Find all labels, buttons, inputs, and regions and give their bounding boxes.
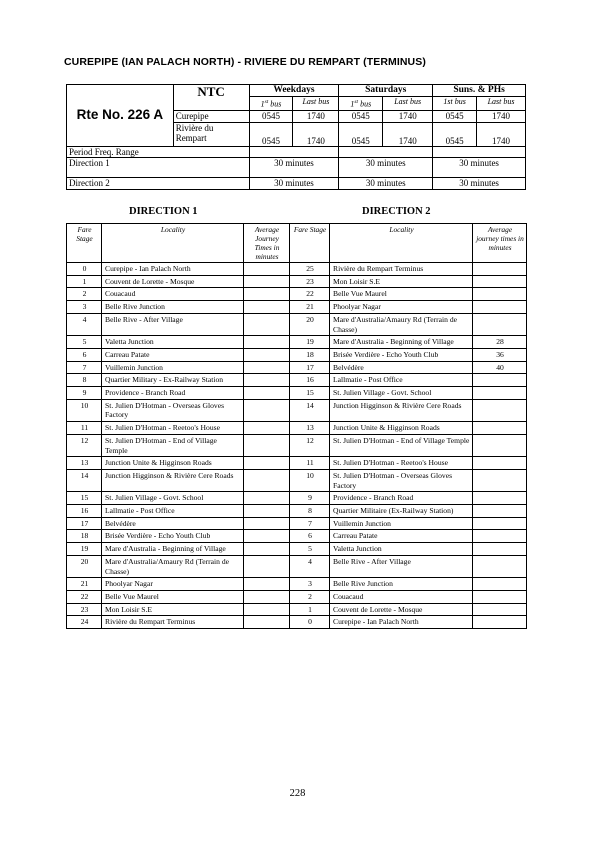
avg-time-cell [244, 517, 290, 530]
locality-cell: Carreau Patate [330, 530, 473, 543]
time-cell: 1740 [293, 110, 339, 122]
route-number: Rte No. 226 A [67, 85, 174, 147]
group-sundays: Suns. & PHs [433, 85, 526, 97]
locality-cell: Junction Higginson & Rivière Cere Roads [330, 399, 473, 421]
avg-time-cell [244, 313, 290, 335]
locality-cell: Belle Vue Maurel [330, 288, 473, 301]
locality-cell: Mon Loisir S.E [330, 275, 473, 288]
fare-stage-cell: 6 [290, 530, 330, 543]
table-row [67, 578, 527, 591]
fare-stage-cell: 7 [290, 517, 330, 530]
avg-time-cell: 36 [473, 348, 527, 361]
avg-time-cell [473, 288, 527, 301]
first-bus-header: 1st bus [249, 97, 293, 111]
avg-time-cell [473, 578, 527, 591]
fare-stage-cell: 3 [290, 578, 330, 591]
table-row [67, 457, 527, 470]
fare-stage-cell: 21 [67, 578, 102, 591]
locality-cell: St. Julien Village - Govt. School [102, 492, 244, 505]
fare-stage-cell: 10 [290, 469, 330, 491]
locality-cell: Valetta Junction [102, 336, 244, 349]
time-cell: 0545 [433, 122, 477, 146]
fare-stage-cell: 7 [67, 361, 102, 374]
avg-time-header: Average Journey Times in minutes [244, 224, 290, 263]
avg-time-cell [473, 457, 527, 470]
avg-time-cell [244, 434, 290, 456]
avg-time-cell [244, 361, 290, 374]
fare-stage-cell: 14 [67, 469, 102, 491]
fare-stage-cell: 22 [290, 288, 330, 301]
table-row [67, 361, 527, 374]
locality-cell: Couvent de Lorette - Mosque [102, 275, 244, 288]
locality-cell: Curepipe - Ian Palach North [330, 616, 473, 629]
table-row [67, 313, 527, 335]
avg-time-cell: 40 [473, 361, 527, 374]
time-cell: 1740 [383, 122, 433, 146]
fare-stage-cell: 5 [67, 336, 102, 349]
frequency-cell: 30 minutes [249, 177, 339, 189]
table-row [67, 590, 527, 603]
avg-time-cell [244, 543, 290, 556]
locality-cell: Belvédère [330, 361, 473, 374]
locality-cell: Rivière du Rempart Terminus [102, 616, 244, 629]
period-label: Period Freq. Range [67, 146, 250, 157]
locality-cell: St. Julien D'Hotman - Reetoo's House [330, 457, 473, 470]
last-bus-header: Last bus [293, 97, 339, 111]
avg-time-cell [473, 313, 527, 335]
fare-stage-cell: 0 [67, 263, 102, 276]
time-cell: 0545 [249, 122, 293, 146]
avg-time-cell [473, 505, 527, 518]
locality-cell: Mare d'Australia - Beginning of Village [102, 543, 244, 556]
fare-stage-cell: 12 [290, 434, 330, 456]
locality-cell: Curepipe - Ian Palach North [102, 263, 244, 276]
fare-stage-cell: 15 [290, 387, 330, 400]
place-name: Curepipe [173, 110, 249, 122]
fare-stage-cell: 25 [290, 263, 330, 276]
fare-stages-table [66, 223, 527, 629]
avg-time-cell [244, 457, 290, 470]
locality-cell: Belle Rive - After Village [102, 313, 244, 335]
table-row [67, 374, 527, 387]
fare-stage-cell: 19 [290, 336, 330, 349]
first-bus-header: 1st bus [339, 97, 383, 111]
locality-cell: Junction Unite & Higginson Roads [102, 457, 244, 470]
locality-cell: Junction Higginson & Rivière Cere Roads [102, 469, 244, 491]
table-row [67, 422, 527, 435]
time-cell: 1740 [477, 122, 526, 146]
locality-cell: Brisée Verdière - Echo Youth Club [330, 348, 473, 361]
group-weekdays: Weekdays [249, 85, 339, 97]
fare-stage-cell: 8 [67, 374, 102, 387]
fare-stage-cell: 20 [67, 555, 102, 577]
avg-time-cell [473, 263, 527, 276]
direction2-heading: DIRECTION 2 [362, 206, 431, 217]
frequency-cell: 30 minutes [339, 177, 433, 189]
avg-time-cell [473, 469, 527, 491]
avg-time-cell [473, 603, 527, 616]
table-row [67, 434, 527, 456]
time-cell: 0545 [249, 110, 293, 122]
fare-stage-cell: 5 [290, 543, 330, 556]
locality-cell: Brisée Verdière - Echo Youth Club [102, 530, 244, 543]
avg-time-cell [473, 422, 527, 435]
table-row [67, 263, 527, 276]
last-bus-header: Last bus [477, 97, 526, 111]
locality-cell: Couvent de Lorette - Mosque [330, 603, 473, 616]
direction1-heading: DIRECTION 1 [129, 206, 198, 217]
fare-stage-cell: 2 [67, 288, 102, 301]
locality-cell: Couacaud [102, 288, 244, 301]
locality-header: Locality [330, 224, 473, 263]
locality-cell: Junction Unite & Higginson Roads [330, 422, 473, 435]
fare-stage-cell: 18 [67, 530, 102, 543]
avg-time-cell [244, 374, 290, 387]
table-row [67, 543, 527, 556]
locality-cell: Belle Rive Junction [102, 301, 244, 314]
fare-stage-cell: 12 [67, 434, 102, 456]
schedule-table [66, 84, 526, 190]
locality-cell: St. Julien D'Hotman - Overseas Gloves Factory [330, 469, 473, 491]
locality-cell: Valetta Junction [330, 543, 473, 556]
page-number: 228 [289, 788, 306, 799]
table-row [67, 348, 527, 361]
fare-stage-cell: 9 [290, 492, 330, 505]
avg-time-cell [473, 301, 527, 314]
fare-stage-cell: 19 [67, 543, 102, 556]
locality-cell: St. Julien D'Hotman - End of Village Temple [330, 434, 473, 456]
fare-stage-cell: 6 [67, 348, 102, 361]
locality-cell: Belle Vue Maurel [102, 590, 244, 603]
locality-cell: Providence - Branch Road [102, 387, 244, 400]
fare-stage-cell: 23 [290, 275, 330, 288]
avg-time-cell [244, 399, 290, 421]
locality-cell: St. Julien Village - Govt. School [330, 387, 473, 400]
locality-cell: Quartier Military - Ex-Railway Station [102, 374, 244, 387]
avg-time-cell [244, 263, 290, 276]
avg-time-cell [244, 505, 290, 518]
time-cell: 0545 [433, 110, 477, 122]
fare-stage-cell: 13 [67, 457, 102, 470]
fare-stage-cell: 11 [67, 422, 102, 435]
first-bus-header: 1st bus [433, 97, 477, 111]
operator-name: NTC [173, 85, 249, 111]
avg-time-cell [473, 492, 527, 505]
locality-cell: Mon Loisir S.E [102, 603, 244, 616]
fare-stage-cell: 2 [290, 590, 330, 603]
avg-time-cell [473, 374, 527, 387]
avg-time-cell [473, 555, 527, 577]
table-row [67, 336, 527, 349]
avg-time-cell [244, 301, 290, 314]
fare-stage-cell: 9 [67, 387, 102, 400]
table-row [67, 530, 527, 543]
fare-stage-cell: 23 [67, 603, 102, 616]
time-cell: 0545 [339, 122, 383, 146]
avg-time-cell [244, 336, 290, 349]
avg-time-cell [244, 469, 290, 491]
locality-cell: Carreau Patate [102, 348, 244, 361]
fare-stage-cell: 1 [290, 603, 330, 616]
fare-stage-cell: 16 [290, 374, 330, 387]
locality-cell: Mare d'Australia - Beginning of Village [330, 336, 473, 349]
fare-stage-cell: 24 [67, 616, 102, 629]
fare-stage-cell: 4 [67, 313, 102, 335]
table-row [67, 505, 527, 518]
fare-stage-cell: 17 [290, 361, 330, 374]
direction-label: Direction 2 [67, 177, 250, 189]
table-row [67, 469, 527, 491]
locality-cell: Belle Rive Junction [330, 578, 473, 591]
avg-time-cell [244, 603, 290, 616]
avg-time-cell [473, 387, 527, 400]
fare-stage-cell: 14 [290, 399, 330, 421]
avg-time-cell [473, 399, 527, 421]
avg-time-cell [473, 543, 527, 556]
avg-time-cell [244, 387, 290, 400]
locality-cell: St. Julien D'Hotman - Reetoo's House [102, 422, 244, 435]
locality-cell: Mare d'Australia/Amaury Rd (Terrain de Chasse) [102, 555, 244, 577]
table-row [67, 492, 527, 505]
place-name: Rivière du Rempart [173, 122, 249, 146]
fare-stage-header: Fare Stage [290, 224, 330, 263]
locality-cell: Mare d'Australia/Amaury Rd (Terrain de Chasse) [330, 313, 473, 335]
avg-time-cell [473, 616, 527, 629]
group-saturdays: Saturdays [339, 85, 433, 97]
fare-stage-cell: 10 [67, 399, 102, 421]
avg-time-cell [244, 492, 290, 505]
fare-stage-cell: 17 [67, 517, 102, 530]
fare-stage-cell: 16 [67, 505, 102, 518]
locality-cell: Lallmatie - Post Office [102, 505, 244, 518]
locality-cell: Lallmatie - Post Office [330, 374, 473, 387]
avg-time-header: Average journey times in minutes [473, 224, 527, 263]
time-cell: 0545 [339, 110, 383, 122]
avg-time-cell [244, 578, 290, 591]
avg-time-cell: 28 [473, 336, 527, 349]
locality-cell: St. Julien D'Hotman - Overseas Gloves Factory [102, 399, 244, 421]
fare-stage-cell: 0 [290, 616, 330, 629]
avg-time-cell [244, 555, 290, 577]
time-cell: 1740 [383, 110, 433, 122]
fare-stage-cell: 4 [290, 555, 330, 577]
table-row [67, 555, 527, 577]
avg-time-cell [244, 590, 290, 603]
table-row [67, 301, 527, 314]
frequency-cell: 30 minutes [249, 157, 339, 177]
table-row [67, 603, 527, 616]
avg-time-cell [244, 422, 290, 435]
locality-header: Locality [102, 224, 244, 263]
locality-cell: Belle Rive - After Village [330, 555, 473, 577]
fare-stage-cell: 3 [67, 301, 102, 314]
fare-stage-cell: 21 [290, 301, 330, 314]
table-row [67, 399, 527, 421]
avg-time-cell [473, 530, 527, 543]
last-bus-header: Last bus [383, 97, 433, 111]
avg-time-cell [473, 517, 527, 530]
fare-stage-cell: 8 [290, 505, 330, 518]
locality-cell: St. Julien D'Hotman - End of Village Temple [102, 434, 244, 456]
locality-cell: Vuillemin Junction [102, 361, 244, 374]
avg-time-cell [244, 275, 290, 288]
time-cell: 1740 [477, 110, 526, 122]
avg-time-cell [473, 590, 527, 603]
avg-time-cell [473, 275, 527, 288]
locality-cell: Belvédère [102, 517, 244, 530]
fare-stage-cell: 22 [67, 590, 102, 603]
locality-cell: Rivière du Rempart Terminus [330, 263, 473, 276]
fare-stage-cell: 13 [290, 422, 330, 435]
table-row [67, 275, 527, 288]
avg-time-cell [244, 616, 290, 629]
avg-time-cell [473, 434, 527, 456]
direction-label: Direction 1 [67, 157, 250, 177]
avg-time-cell [244, 348, 290, 361]
locality-cell: Providence - Branch Road [330, 492, 473, 505]
fare-stage-header: Fare Stage [67, 224, 102, 263]
frequency-cell: 30 minutes [433, 157, 526, 177]
locality-cell: Quartier Militaire (Ex-Railway Station) [330, 505, 473, 518]
fare-stage-cell: 18 [290, 348, 330, 361]
fare-stage-cell: 11 [290, 457, 330, 470]
locality-cell: Phoolyar Nagar [102, 578, 244, 591]
table-row [67, 288, 527, 301]
locality-cell: Phoolyar Nagar [330, 301, 473, 314]
fare-stage-cell: 1 [67, 275, 102, 288]
fare-stage-cell: 20 [290, 313, 330, 335]
frequency-cell: 30 minutes [339, 157, 433, 177]
page-title: CUREPIPE (IAN PALACH NORTH) - RIVIERE DU REMPART (TERMINUS) [64, 56, 426, 68]
avg-time-cell [244, 288, 290, 301]
table-row [67, 517, 527, 530]
frequency-cell: 30 minutes [433, 177, 526, 189]
time-cell: 1740 [293, 122, 339, 146]
fare-stage-cell: 15 [67, 492, 102, 505]
avg-time-cell [244, 530, 290, 543]
locality-cell: Couacaud [330, 590, 473, 603]
locality-cell: Vuillemin Junction [330, 517, 473, 530]
table-row [67, 387, 527, 400]
table-row [67, 616, 527, 629]
